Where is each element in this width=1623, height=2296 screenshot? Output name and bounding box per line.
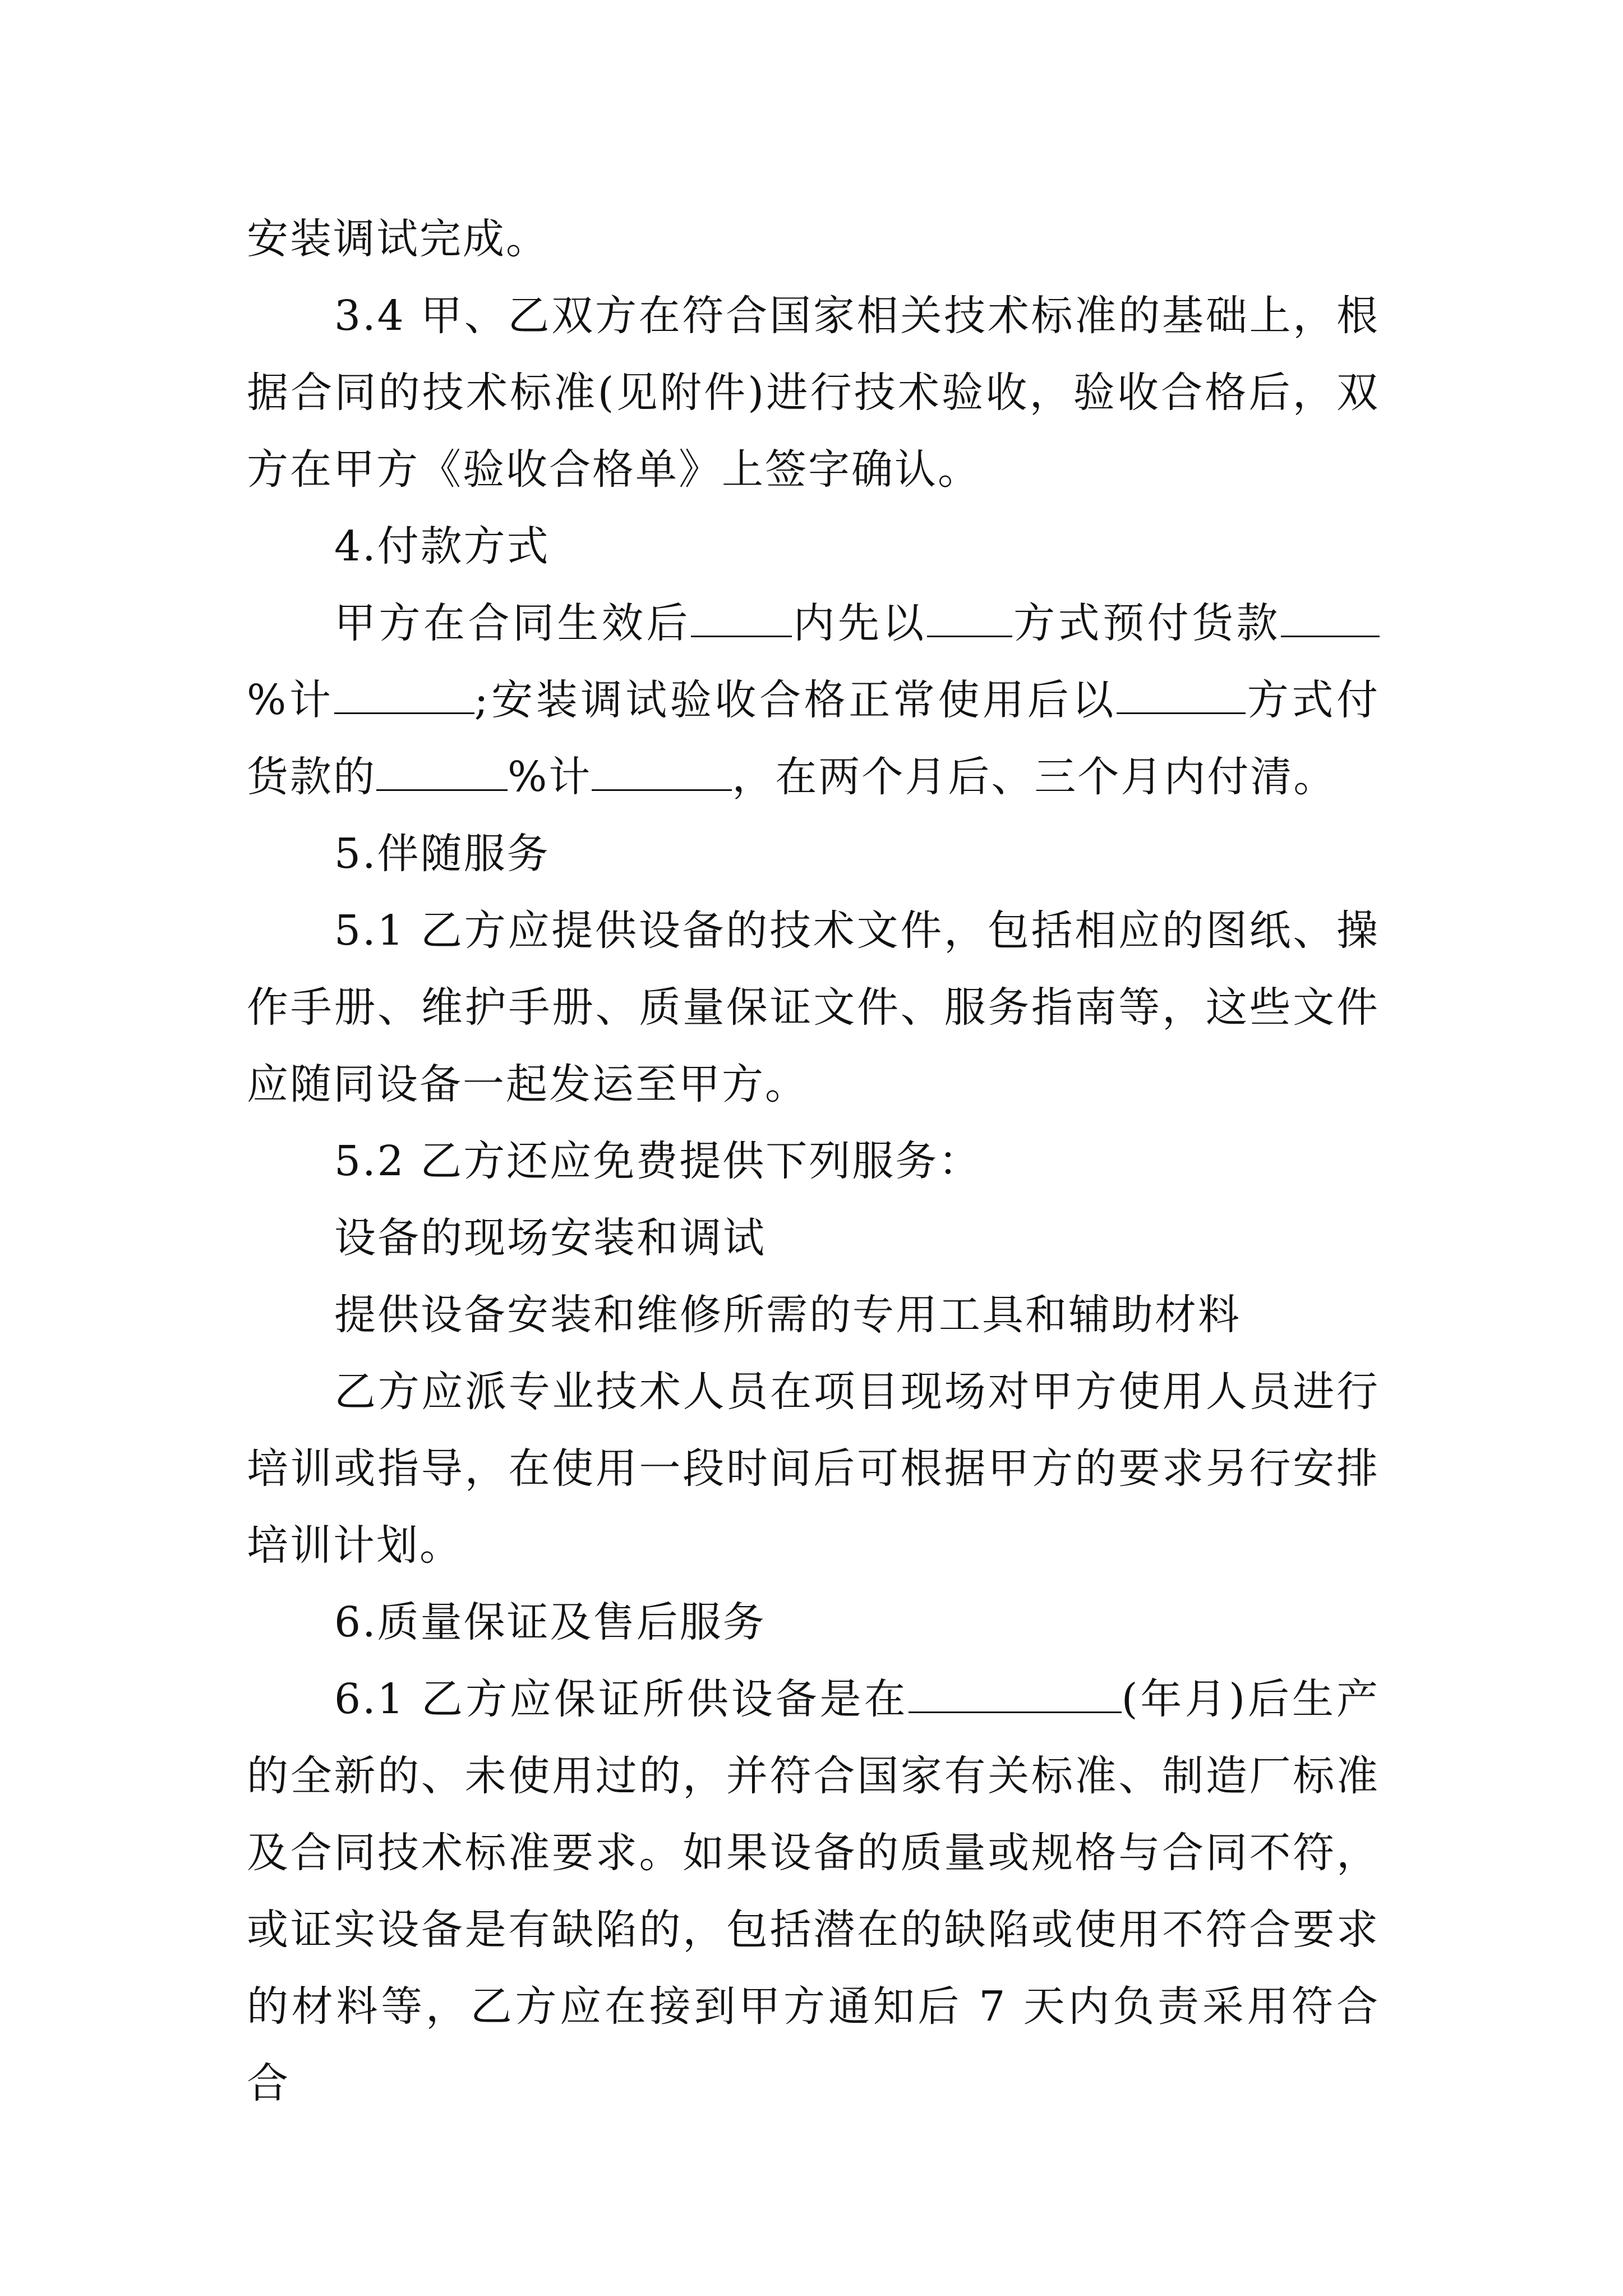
paragraph-text: 安装调试完成。 (247, 215, 549, 263)
paragraph-text: 设备的现场安装和调试 (334, 1214, 766, 1262)
paragraph-acceptance (247, 278, 1380, 508)
paragraph-text: (年月)后生产的全新的、未使用过的，并符合国家有关标准、制造厂标准及合同技术标准要求。如果设备的质量或规格与合同不符，或证实设备是有缺陷的，包括潜在的缺陷或使用不符合要求的材料等，乙方应在接到甲方通知后 7 天内负责采用符合合 (247, 1675, 1380, 2108)
document-body (247, 201, 1380, 2122)
heading-payment-method (247, 508, 1380, 585)
fill-in-blank (1117, 677, 1246, 714)
paragraph-text: 提供设备安装和维修所需的专用工具和辅助材料 (334, 1291, 1241, 1339)
paragraph-text: %计 (508, 753, 592, 801)
section-heading: 5.伴随服务 (334, 830, 550, 878)
paragraph-text: 3.4 甲、乙双方在符合国家相关技术标准的基础上，根据合同的技术标准(见附件)进行技术验收，验收合格后，双方在甲方《验收合格单》上签字确认。 (247, 292, 1380, 494)
paragraph-text: 内先以 (791, 599, 927, 647)
list-item-special-tools (247, 1277, 1380, 1354)
paragraph-text: 5.2 乙方还应免费提供下列服务： (334, 1137, 982, 1185)
heading-accompanying-services (247, 816, 1380, 892)
section-heading: 4.付款方式 (334, 522, 550, 570)
paragraph-text: 方式付货款的 (247, 676, 1380, 801)
paragraph-technical-documents (247, 892, 1380, 1123)
fill-in-blank (1281, 600, 1380, 637)
fill-in-blank (376, 753, 508, 791)
fill-in-blank (592, 753, 732, 791)
paragraph-free-services (247, 1123, 1380, 1200)
paragraph-text: ，在两个月后、三个月内付清。 (732, 753, 1337, 801)
paragraph-text: 6.1 乙方应保证所供设备是在 (334, 1675, 909, 1723)
list-item-onsite-installation (247, 1200, 1380, 1277)
paragraph-text: 乙方应派专业技术人员在项目现场对甲方使用人员进行培训或指导，在使用一段时间后可根据甲方的要求另行安排培训计划。 (247, 1368, 1380, 1570)
paragraph-text: ;安装调试验收合格正常使用后以 (474, 676, 1117, 724)
paragraph-training (247, 1354, 1380, 1584)
paragraph-payment-terms (247, 585, 1380, 816)
paragraph-continuation (247, 201, 1380, 278)
heading-quality-assurance (247, 1584, 1380, 1661)
paragraph-text: 方式预付货款 (1012, 599, 1281, 647)
paragraph-text: 5.1 乙方应提供设备的技术文件，包括相应的图纸、操作手册、维护手册、质量保证文件、服务指南等，这些文件应随同设备一起发运至甲方。 (247, 907, 1380, 1108)
paragraph-text: %计 (247, 676, 334, 724)
section-heading: 6.质量保证及售后服务 (334, 1598, 766, 1646)
fill-in-blank (691, 600, 792, 637)
fill-in-blank (909, 1676, 1122, 1713)
paragraph-text: 甲方在合同生效后 (334, 599, 691, 647)
fill-in-blank (927, 600, 1012, 637)
paragraph-quality-guarantee (247, 1661, 1380, 2122)
fill-in-blank (334, 677, 474, 714)
